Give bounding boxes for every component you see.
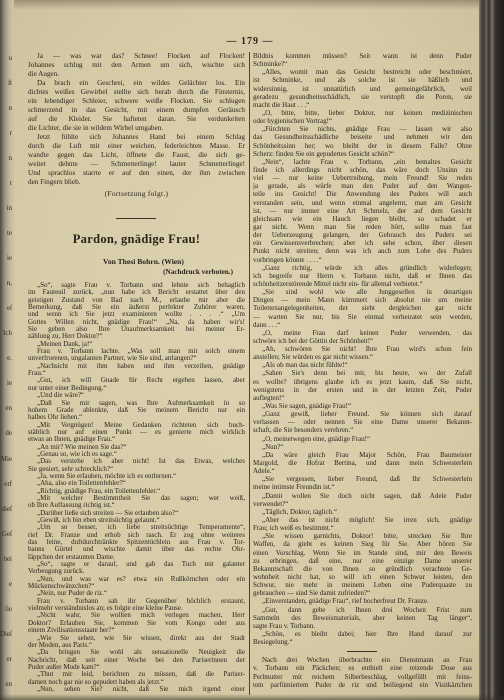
paragraph — [253, 264, 472, 288]
paragraph — [253, 52, 472, 68]
text-line: halbes Ohr liehen.“ — [28, 414, 83, 422]
text-line: ob Ihre Auffassung richtig ist.“ — [28, 502, 115, 510]
text-line: weitet dehnte — Schmetterlinge! lauter Schmetterlinge! — [28, 160, 245, 168]
text-line: Besiegelung.“ — [253, 638, 293, 647]
text-fragment: ie — [6, 254, 12, 263]
text-line: Mückenschwänzchen?“ — [28, 583, 95, 591]
text-line: Bemerkung, daß Sie ein äußerst perfekter Zuhörer waren, — [28, 304, 245, 312]
text-line: es wollte? übrigens glaube ich es jetzt kaum, daß Sie nicht, — [253, 377, 472, 386]
text-line: wohnheit nicht hat, so will ich einen Schwur leisten, den — [253, 573, 472, 581]
text-line: etwas an Ihnen, gnädige Frau.“ — [28, 436, 116, 444]
text-line: banns Gürtel und wischte damit über das rechte Ohr- — [28, 546, 245, 554]
text-line: „Ah, schwören Sie nicht! Ihre Frau wird's schon fein — [262, 345, 472, 354]
text-line: Perlmutter mit reichem Silberbeschlag, vollgefüllt mit feins- — [253, 672, 472, 681]
text-line: schaft, die Sie besonders verehren.“ — [253, 426, 354, 435]
text-line: „Das verstehe ich aber nicht! Ist das Etwas, welches — [37, 458, 245, 466]
previous-page-edge — [0, 0, 14, 700]
section-rule — [116, 218, 156, 219]
paragraph — [28, 392, 245, 399]
text-line: „Schön, es bleibt dabei; hier Ihre Hand darauf zur — [262, 629, 472, 638]
text-fragment: Mie — [0, 454, 12, 463]
paragraph — [28, 79, 245, 133]
text-line: einen Vorschlag. Wenn Sie im Stande sind, mir den Beweis — [253, 548, 472, 557]
continued-notice: (Fortsetzung folgt.) — [104, 189, 169, 198]
text-fragment: r — [9, 129, 12, 138]
text-line: „Daß Sie mir sagen, was Ihre Aufmerksamkeit in so — [37, 399, 245, 407]
paragraph — [253, 656, 472, 689]
paragraph — [28, 649, 245, 671]
text-line: gar nicht. Wenn man Sie reden hört, sollte man fast — [253, 222, 472, 231]
paragraph — [28, 377, 245, 392]
text-line: der Ueberzeugung gelangen, der Gebrauch des Puders sei — [253, 231, 472, 240]
article-text-after-break — [253, 656, 472, 689]
paragraph — [28, 52, 245, 79]
text-line: nur unter einer Bedingung.“ — [28, 384, 107, 392]
section-break-rule — [253, 646, 472, 656]
paragraph — [253, 345, 472, 361]
text-fragment: in — [6, 204, 12, 213]
text-fragment: e — [8, 579, 12, 588]
text-line: „Sahen Sie's denn bei mir, bis heute, wo der Zufall — [262, 369, 472, 378]
text-line: „Einverstanden, gnädige Frau“, rief hocherfreut Dr. Franze. — [262, 597, 429, 606]
text-line: v. Torbann ein Päckchen; es enthielt eine reizende Dose aus — [253, 664, 472, 673]
text-line: das feine, duftdurchtränkte Spitzentüchlein aus Frau v. Tor- — [28, 539, 245, 547]
text-line: „Nicht wahr, Sie wollten mich verlegen machen, Herr — [37, 612, 245, 620]
paragraph — [28, 495, 245, 510]
text-line: viel — nur keine Uebertreibung, mein Freund! Sie reden — [253, 174, 472, 183]
text-fragment: ſt — [8, 79, 12, 88]
text-line: Da brach ein Geschrei, ein wildes Gelächter los. Ein — [37, 79, 245, 87]
text-fragment: en — [5, 404, 12, 413]
paragraph — [28, 561, 245, 576]
text-line: ein Gewissensverbrechen; aber ich sehe schon, über diesen — [253, 239, 472, 248]
text-line: Puder außer Mode kam?“ — [28, 663, 100, 671]
text-line: Adele.“ — [253, 467, 275, 476]
text-line: Frau; ich weiß es bestimmt.“ — [253, 524, 334, 533]
text-line: „Um so besser, ich liebe streitsüchtige Temperamente“, — [37, 524, 245, 532]
text-line: Sammeln des Beweismaterials, aber keinen Tag länger“, — [253, 613, 472, 622]
paragraph — [28, 686, 245, 693]
text-fragment: Geſ — [1, 529, 12, 538]
paragraph — [253, 402, 472, 410]
text-line: auf die Kleider. Sie hafteten daran. Sie verdunkelten — [28, 115, 245, 123]
text-line: „Gewiß, ich bin eben streitsüchtig gelaunt.“ — [37, 517, 160, 524]
text-line: „Gut, dann gebe ich Ihnen drei Wochen Frist zum — [262, 605, 472, 614]
text-line: „Darüber ließe sich streiten — Sie erlauben also?“ — [37, 509, 179, 517]
text-line: „Nein, nur Puder de riz.“ — [37, 590, 107, 598]
text-line: „Ganz gewiß, lieber Freund. Sie können sich darauf — [262, 410, 472, 419]
paragraph — [28, 576, 245, 591]
text-line: — warten Sie nur, bis Sie einmal verheiratet sein werden, — [253, 312, 472, 321]
paragraph — [28, 451, 245, 458]
text-fragment: n — [8, 154, 12, 163]
text-line: auflegten!“ — [253, 393, 285, 402]
text-line: „Fürchten Sie nichts, gnädige Frau — lassen wir also — [262, 125, 472, 134]
paragraph — [253, 369, 472, 402]
column-left — [28, 52, 245, 694]
column-right — [253, 52, 472, 694]
previous-story-ending — [28, 52, 245, 187]
paragraph — [253, 435, 472, 443]
text-line: „O, meinetwegen eine, gnädige Frau!“ — [262, 434, 371, 443]
text-line: gleichsam wie ein Hauch liegen bleibt, so schadet er — [253, 214, 472, 223]
text-line: Scherz: finden Sie ein gepudertes Gesicht schön?“ — [253, 149, 395, 158]
text-line: „O, bitte, bitte, lieber Doktor, nur keinen medizinischen — [262, 108, 472, 117]
text-line: „Ja, wenn Sie erlauben, möchte ich es entfernen.“ — [37, 472, 177, 480]
text-line: vorbringen könnte . . . .“ — [253, 255, 322, 264]
paragraph — [28, 341, 245, 348]
text-line: „Nun?“ — [262, 442, 284, 451]
text-line: „Mit welcher Bestimmtheit Sie das sagen; wer weiß, — [37, 494, 245, 502]
text-line: die Augen. — [28, 70, 60, 78]
article-title: Pardon, gnädige Frau! — [72, 232, 201, 246]
text-line: stäblich nur auf einen Punkt — es genierte mich wirklich — [28, 428, 245, 436]
text-line: Nach drei Wochen überbrachte ein Dienstmann an Frau — [262, 656, 472, 665]
text-line: „Richtig, gnädige Frau, ein Toilettenfehler.“ — [37, 487, 161, 495]
text-fragment: bei — [3, 554, 12, 563]
text-line: „Sie wissen garnichts, Doktor! bitte, strecken Sie Ihre — [262, 532, 472, 541]
text-line: im Fauteuil zurück, „nun habe ich Bericht erstattet über den — [28, 289, 245, 297]
text-line: finde ich allerdings nicht schön, das wäre doch Unsinn zu — [253, 165, 472, 174]
text-line: durch die Luft mit einer weichen, federleichten Masse. Er — [28, 142, 245, 150]
text-line: „Sie sind wohl wie alle Junggesellen in derartigen — [262, 288, 472, 297]
text-fragment: n, — [6, 279, 12, 288]
paragraph — [28, 598, 245, 613]
text-line: tem parfümiertem Puder de riz und beiliegend ein Visitkärtchen — [253, 680, 472, 689]
article-text-right — [253, 52, 472, 646]
text-line: sagte Frau v. Torbann. — [253, 621, 316, 630]
text-line: meine intimste Freundin ist.“ — [253, 483, 335, 492]
text-line: ist Schminke, und als solche ist sie häßlich und — [253, 76, 472, 85]
paragraph — [253, 158, 472, 264]
text-line: gebrauchen — sind Sie damit zufrieden?“ — [253, 589, 371, 598]
text-line: Schwur, nie mehr in meinem Leben eine Puderquaste zu — [253, 581, 472, 590]
text-line: „Als ob man das nicht fühlte!“ — [262, 361, 348, 370]
text-line: Bekanntschaft die von Ihnen so gründlich verachtete Ge- — [253, 564, 472, 573]
text-line: dann . . .“ — [253, 320, 281, 329]
paragraph — [253, 475, 472, 491]
paragraph — [28, 590, 245, 597]
text-line: und wenn ich Sie jetzt examinieren wollte . . . .“ „Um — [28, 311, 245, 319]
text-fragment: er — [6, 654, 12, 663]
text-line: Gottes Willen nicht, gnädige Frau!“ „Na, da haben wir's! — [28, 318, 245, 326]
text-line: „Genau so, wie ich es sage.“ — [37, 450, 117, 458]
text-line: Doktor? Erlauben Sie, kommen Sie vom Kongo oder aus — [28, 619, 245, 627]
text-line: „Da wäre gleich Frau Major Schön, Frau Baumeister — [262, 450, 472, 459]
text-fragment: te — [6, 229, 12, 238]
text-line: „Thut mir leid, berichten zu müssen, daß die Pariser- — [37, 671, 245, 679]
text-line: Und sprachlos starrte er auf den einen, der ihm zwischen — [28, 169, 245, 177]
text-fragment: erf — [4, 479, 12, 488]
text-line: „Gut, ich will Gnade für Recht ergehen lassen, aber — [37, 377, 245, 385]
text-line: verlassen — oder nennen Sie eine Dame unserer Bekannt- — [253, 418, 472, 427]
text-line: verwendet?“ — [253, 499, 289, 508]
text-line: „Mit Vergnügen! Meine Gedanken richteten sich buch- — [37, 421, 245, 429]
text-line: „Aha, also ein Toilettenfehler?“ — [37, 480, 126, 488]
text-line: schwöre ich bei der Göttin der Schönheit!“ — [253, 336, 374, 345]
text-line: „Meinen Dank, ja!“ — [37, 340, 93, 348]
text-line: „Nein“, lachte Frau v. Torbann, „ein bemaltes Gesicht — [262, 157, 472, 166]
text-line: Sie geben also Ihre Unaufmerksamkeit bei meiner Er- — [28, 326, 245, 334]
text-line: widersinnig, ist unnatürlich und gemeingefährlich, weil — [253, 84, 472, 93]
paragraph — [28, 473, 245, 480]
text-fragment: en — [5, 679, 12, 688]
text-fragment: eſ — [6, 304, 12, 313]
paragraph — [28, 635, 245, 650]
text-line: „Nachsicht mit ihm haben und ihm verzeihen, gnädige — [37, 362, 245, 370]
text-line: ich begreife nur Herrn v. Torbann nicht, daß er Ihnen das — [253, 271, 472, 280]
text-fragment: Ich — [3, 329, 12, 338]
page-number: — 179 — — [226, 36, 274, 47]
text-line: „Nun, sehen Sie? nicht, daß Sie mich irgend einer — [37, 685, 245, 693]
paragraph — [253, 443, 472, 451]
text-line: „Nun, und was war es? etwa ein Rußkörnchen oder ein — [37, 575, 245, 583]
text-line: „Täglich, Doktor, täglich.“ — [262, 507, 337, 516]
text-line: rief Dr. Franze und erhob sich rasch. Er zog ohne weiteres — [28, 531, 245, 539]
text-line: „Wie Sie sehen, wie Sie wissen, direkt aus der Stadt — [37, 634, 245, 642]
text-line: macht die Haut . . .“ — [253, 100, 310, 109]
text-line: „Was Sie sagen, gnädige Frau!“ — [262, 402, 352, 411]
text-line: „Ganz richtig, würde ich alles gründlich widerlegen; — [262, 263, 472, 272]
paragraph — [253, 288, 472, 329]
text-fragment: n — [8, 104, 12, 113]
text-line: geistigen Zustand von Bad nach M., erlaube mir aber die — [28, 296, 245, 304]
paragraph — [253, 68, 472, 109]
previous-page-text-fragments — [0, 54, 12, 688]
paragraph — [28, 480, 245, 487]
paragraph — [253, 606, 472, 630]
text-line: einem Zivilisationsstaate her?“ — [28, 627, 115, 635]
paragraph — [253, 516, 472, 532]
text-line: damen noch gar nie so gepudert haben als jetzt.“ — [28, 678, 164, 686]
paragraph — [253, 109, 472, 125]
reprint-notice: (Nachdruck verboten.) — [163, 268, 233, 276]
column-divider — [249, 52, 250, 695]
text-line: zählung zu, Herr Doktor?“ — [28, 333, 103, 341]
paragraph — [28, 133, 245, 187]
text-line: die Lichter, die sie in wildem Wirbel umgaben. — [28, 124, 164, 132]
text-line: ein lebendiger Schleier, schwere weiße Flocken. Sie schlugen — [28, 97, 245, 105]
text-fragment: ſie — [5, 604, 12, 613]
text-line: dichtes weißes Gewirbel stellte sich herab durch die Finsternis, — [28, 88, 245, 96]
text-line: das Gesundheitsschädliche beiseite und nehmen wir den — [253, 133, 472, 142]
text-line: Punkt nicht streiten; denn was ich auch zum Lobe des Puders — [253, 247, 472, 256]
bottom-shadow — [0, 694, 504, 700]
text-line: wandte gegen das Licht, öffnete die Faust, die sich ge- — [28, 151, 245, 159]
paragraph — [253, 532, 472, 597]
text-line: Johannes schlug mit den Armen um sich, wischte sich — [28, 61, 245, 69]
paragraph — [253, 492, 472, 508]
paragraph — [253, 361, 472, 369]
text-line: den Fingern blieb. — [28, 178, 81, 186]
next-pages-edge — [479, 0, 504, 700]
paragraph — [253, 410, 472, 434]
text-line: vielmehr verständnislos an; es folgte eine kleine Pause. — [28, 605, 183, 613]
paragraph — [28, 458, 245, 473]
paragraph — [28, 348, 245, 363]
paragraph — [253, 630, 472, 646]
text-fragment: dieſ — [1, 504, 12, 513]
paragraph — [28, 612, 245, 634]
text-line: geradezu gesundheitsschädlich, sie verstopft die Poren, sie — [253, 92, 472, 101]
text-line: Schönheitssinn her; wo bleibt der in diesem Falle? Ohne — [253, 141, 472, 150]
text-line: Bildnis kommen müssen? Seit wann ist denn Puder — [253, 52, 472, 60]
article-byline: Von Thesi Bohrn. (Wien) — [103, 257, 184, 266]
text-line: schmerzend in das Gesicht, mit einem dumpfen Geräusch — [28, 106, 245, 114]
text-fragment: Dieſ — [0, 629, 12, 638]
text-line: ist, — nur immer eine Art Schmelz, der auf dem Gesicht — [253, 206, 472, 215]
text-line: „Alles, womit man das Gesicht bestreicht oder beschmiert, — [262, 68, 472, 77]
text-line: Toilettenangelegenheiten, der sieht dergleichen gar nicht — [253, 304, 472, 313]
paragraph — [28, 400, 245, 422]
paragraph — [253, 125, 472, 158]
text-line: „An mir? Wie meinen Sie das?“ — [37, 443, 127, 451]
text-line: läppchen der erstaunten Dame. — [28, 553, 115, 561]
text-line: „O, meine Frau darf keinen Puder verwenden, das — [262, 328, 472, 337]
text-line: Jetzt fühlte sich Johannes Hand bei einem Schlag — [37, 133, 245, 141]
text-line: Dingen — mein Mann kümmert sich absolut nie um meine — [253, 296, 472, 305]
paragraph — [28, 517, 245, 524]
text-line: der Moden, aus Paris.“ — [28, 641, 92, 649]
paragraph — [28, 422, 245, 444]
text-line: Frau.“ — [28, 370, 46, 378]
text-line: Margold, die Hofrat Bertina, und dann mein Schwesterlein — [253, 459, 472, 468]
paragraph — [28, 524, 245, 561]
top-shadow — [0, 0, 504, 10]
paragraph — [28, 510, 245, 517]
text-fragment: u — [8, 54, 12, 62]
text-line: „Da bringen Sie wohl als sensationelle Neuigkeit die — [37, 649, 245, 657]
paragraph — [28, 444, 245, 451]
paragraph — [28, 488, 245, 495]
text-fragment: de — [5, 429, 12, 438]
text-line: unverfrorenen, ungalanten Partner, wie Sie sind, anfangen?“ — [28, 355, 197, 363]
text-line: Frau v. Torbann sah ihr Gegenüber höchlich erstaunt, — [37, 597, 245, 605]
paragraph — [253, 329, 472, 345]
text-line: Frau v. Torbann lachte. „Was soll man mit solch einem — [37, 348, 245, 356]
article-text-left — [28, 282, 245, 693]
text-line: „Und die wäre?“ — [37, 392, 85, 400]
text-fragment: e. — [7, 354, 12, 363]
text-line: zu erbringen, daß eine, nur eine einzige Dame unserer — [253, 556, 472, 565]
text-line: „Sie vergessen, lieber Freund, daß Ihr Schwesterlein — [262, 475, 472, 484]
text-line: „Damit wollen Sie doch nicht sagen, daß Adele Puder — [262, 491, 472, 500]
text-line: Waffen, da giebt es keinen Sieg für Sie. Aber hören Sie — [253, 540, 472, 549]
text-line: wenigstens in der ersten und in der letzten Zeit, Puder — [253, 385, 472, 394]
text-line: anstellen; Sie würden es gar nicht wissen.“ — [253, 353, 373, 362]
text-line: Nachricht, daß seit einer Woche bei den Pariserinnen der — [28, 656, 245, 664]
text-line: „So“, sagte Frau v. Torbann und lehnte sich behaglich — [37, 282, 245, 289]
text-line: teile ins Gesicht! Die Anwendung des Puders will auch — [253, 190, 472, 199]
text-fragment: t — [10, 179, 12, 188]
text-line: „So“, sagte er darauf, und gab das Tuch mit galanter — [37, 561, 245, 569]
text-line: Verbeugung zurück. — [28, 568, 85, 576]
text-line: „Aber das ist nicht möglich! Sie irren sich, gnädige — [262, 516, 472, 525]
paragraph — [253, 451, 472, 475]
text-line: Schminke?“ — [253, 60, 288, 69]
paragraph — [28, 671, 245, 686]
paragraph — [28, 282, 245, 341]
paragraph — [28, 363, 245, 378]
paragraph — [253, 508, 472, 516]
text-line: hohem Grade ablenkte, daß Sie meinem Bericht nur ein — [28, 406, 245, 414]
text-fragment: ie — [6, 379, 12, 388]
paragraph — [253, 597, 472, 605]
text-line: Ja — was war das? Schnee! Flocken auf Flocken! — [37, 52, 245, 60]
text-line: Sie geniert, sehr schrecklich?“ — [28, 465, 114, 473]
text-line: verstanden sein, und wenn einmal angelernt, man am Gesicht — [253, 198, 472, 207]
text-line: ja gerade, als würfe man den Puder auf den Wangen- — [253, 182, 472, 191]
text-line: schönheitzerstörende Mittel nicht ein- für allemal verbietet.“ — [253, 279, 423, 288]
text-line: oder hygienischen Vortrag!“ — [253, 117, 333, 126]
